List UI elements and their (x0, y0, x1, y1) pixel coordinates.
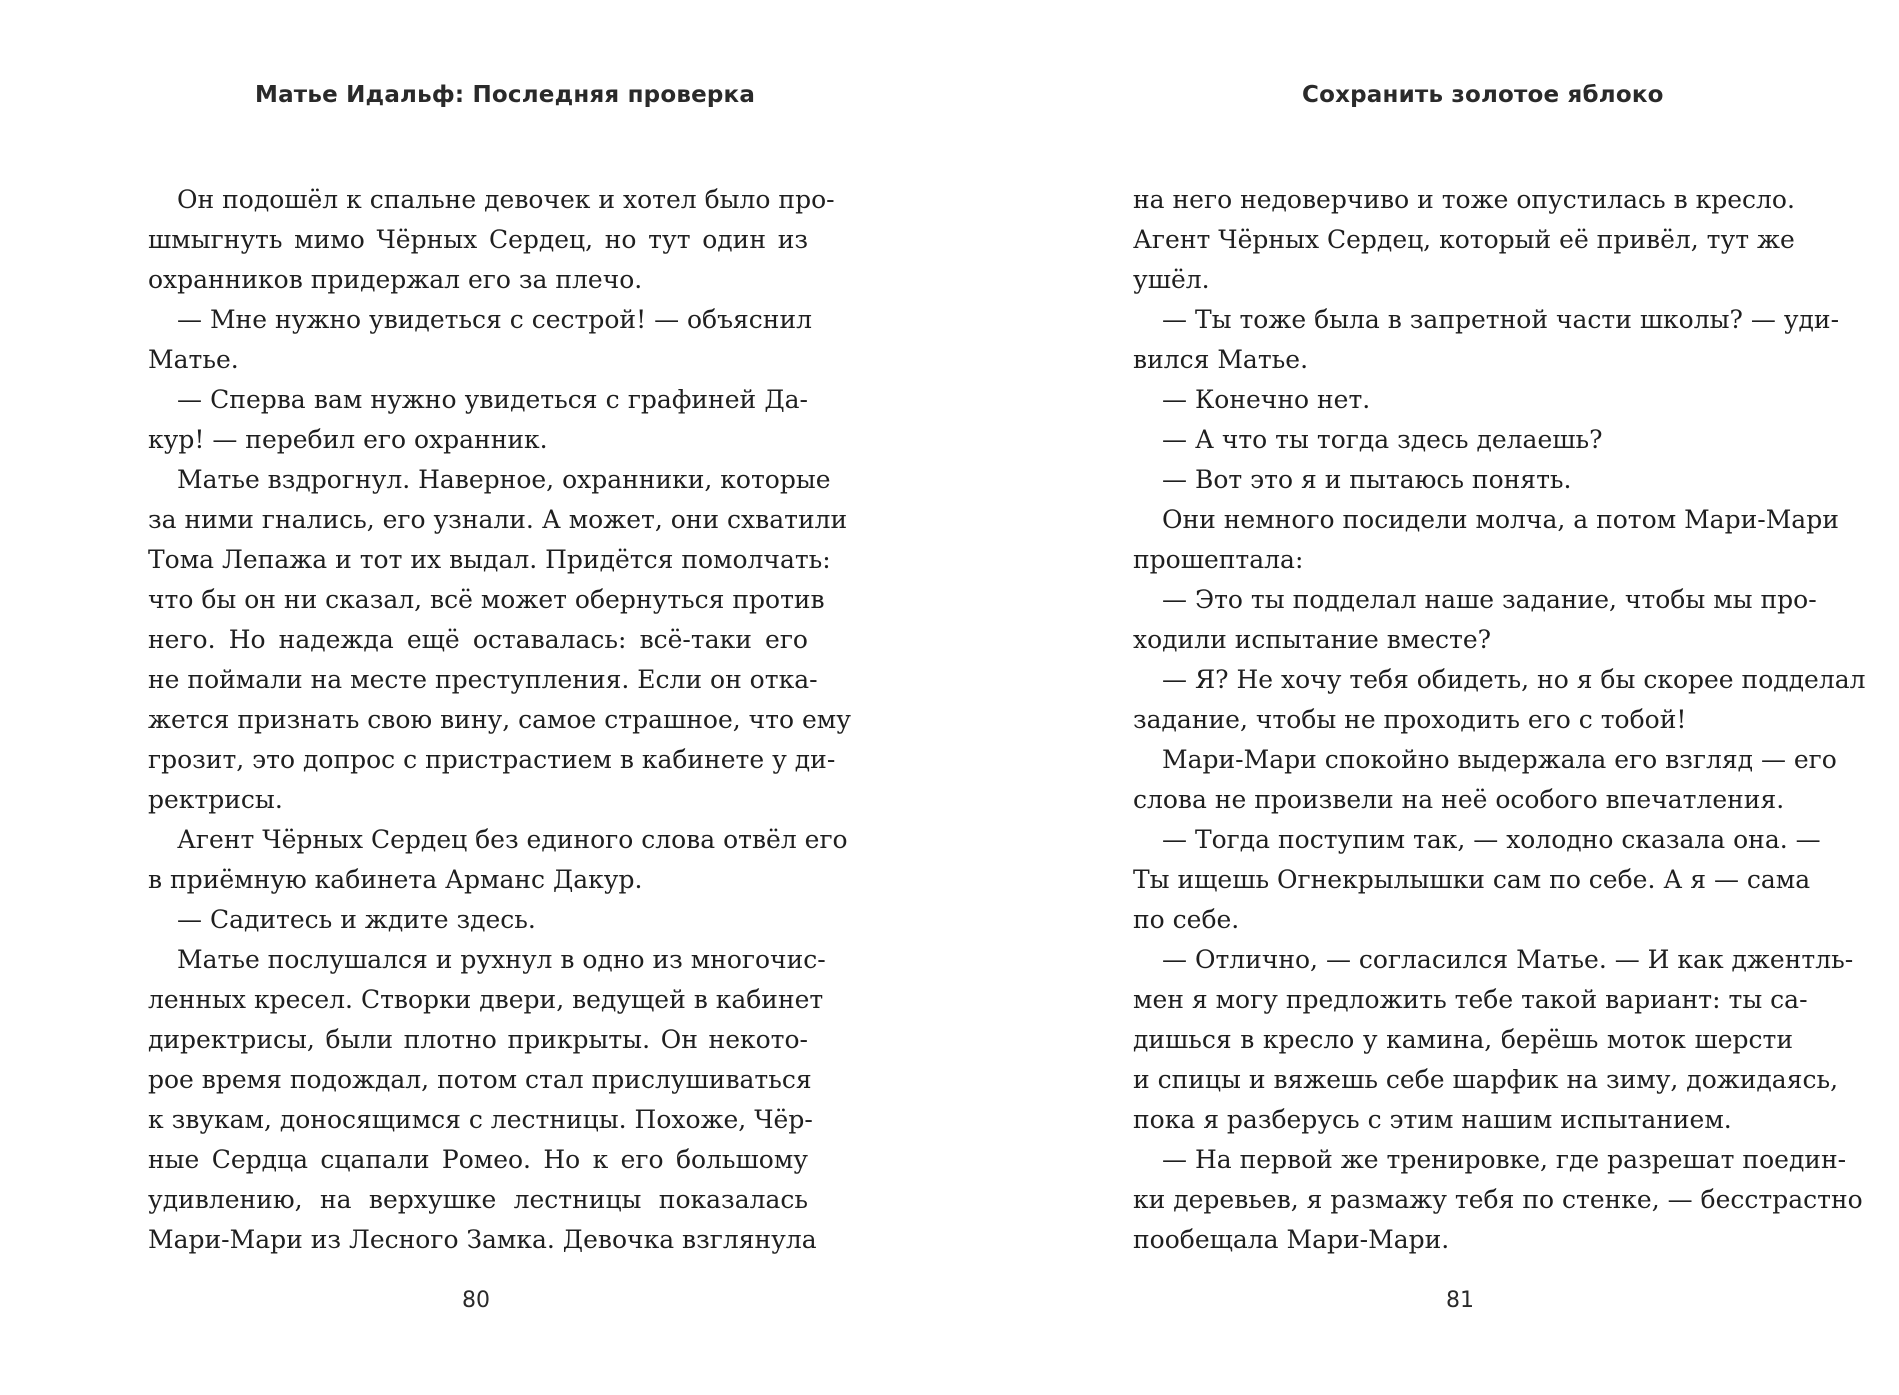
text-line: Агент Чёрных Сердец без единого слова отвёл его (177, 825, 848, 854)
text-line: что бы он ни сказал, всё может обернуться против (148, 585, 825, 614)
text-line: по себе. (1133, 905, 1240, 934)
text-line: Матье. (148, 345, 239, 374)
text-line: не поймали на месте преступления. Если он отка- (148, 665, 818, 694)
page-number-right: 81 (1446, 1288, 1474, 1313)
text-line: слова не произвели на неё особого впечатления. (1133, 785, 1785, 814)
text-line: мен я могу предложить тебе такой вариант: ты са- (1133, 985, 1808, 1014)
text-line: задание, чтобы не проходить его с тобой! (1133, 705, 1687, 734)
text-line: вился Матье. (1133, 345, 1309, 374)
text-line: ки деревьев, я размажу тебя по стенке, — бесстрастно (1133, 1185, 1863, 1214)
text-line: Ты ищешь Огнекрылышки сам по себе. А я — сама (1133, 865, 1811, 894)
text-line: охранников придержал его за плечо. (148, 265, 643, 294)
right-page (950, 0, 1899, 1395)
text-line: жется признать свою вину, самое страшное, что ему (148, 705, 851, 734)
text-line: удивлению, на верхушке лестницы показалась (148, 1185, 808, 1214)
text-line: — Мне нужно увидеться с сестрой! — объяснил (177, 305, 812, 334)
text-line: кур! — перебил его охранник. (148, 425, 548, 454)
text-line: на него недоверчиво и тоже опустилась в кресло. (1133, 185, 1795, 214)
text-line: Тома Лепажа и тот их выдал. Придётся помолчать: (148, 545, 831, 574)
text-line: Матье вздрогнул. Наверное, охранники, которые (177, 465, 831, 494)
text-line: в приёмную кабинета Арманс Дакур. (148, 865, 643, 894)
text-line: — Тогда поступим так, — холодно сказала она. — (1162, 825, 1821, 854)
text-line: за ними гнались, его узнали. А может, они схватили (148, 505, 848, 534)
text-line: — Сперва вам нужно увидеться с графиней Да- (177, 385, 808, 414)
text-line: и спицы и вяжешь себе шарфик на зиму, дожидаясь, (1133, 1065, 1839, 1094)
text-line: ные Сердца сцапали Ромео. Но к его большому (148, 1145, 808, 1174)
text-line: — А что ты тогда здесь делаешь? (1162, 425, 1603, 454)
text-line: Мари-Мари спокойно выдержала его взгляд — его (1162, 745, 1837, 774)
text-line: пообещала Мари-Мари. (1133, 1225, 1450, 1254)
text-line: пока я разберусь с этим нашим испытанием. (1133, 1105, 1732, 1134)
text-line: — Это ты подделал наше задание, чтобы мы про- (1162, 585, 1817, 614)
running-head-right: Сохранить золотое яблоко (1302, 82, 1664, 108)
text-line: к звукам, доносящимся с лестницы. Похоже, Чёр- (148, 1105, 813, 1134)
text-line: Мари-Мари из Лесного Замка. Девочка взглянула (148, 1225, 817, 1254)
body-text-left (148, 180, 851, 1260)
text-line: шмыгнуть мимо Чёрных Сердец, но тут один из (148, 225, 808, 254)
text-line: Агент Чёрных Сердец, который её привёл, тут же (1133, 225, 1795, 254)
text-line: — Отлично, — согласился Матье. — И как джентль- (1162, 945, 1854, 974)
text-line: Они немного посидели молча, а потом Мари-Мари (1162, 505, 1839, 534)
text-line: директрисы, были плотно прикрыты. Он некото- (148, 1025, 808, 1054)
text-line: прошептала: (1133, 545, 1304, 574)
text-line: — Конечно нет. (1162, 385, 1371, 414)
running-head-left: Матье Идальф: Последняя проверка (255, 82, 756, 108)
text-line: ходили испытание вместе? (1133, 625, 1492, 654)
text-line: ленных кресел. Створки двери, ведущей в кабинет (148, 985, 824, 1014)
text-line: рое время подождал, потом стал прислушиваться (148, 1065, 812, 1094)
text-line: — На первой же тренировке, где разрешат поедин- (1162, 1145, 1847, 1174)
text-line: дишься в кресло у камина, берёшь моток шерсти (1133, 1025, 1793, 1054)
text-line: — Вот это я и пытаюсь понять. (1162, 465, 1572, 494)
text-line: — Садитесь и ждите здесь. (177, 905, 536, 934)
text-line: Матье послушался и рухнул в одно из многочис- (177, 945, 826, 974)
text-line: Он подошёл к спальне девочек и хотел было про- (177, 185, 835, 214)
page-number-left: 80 (462, 1288, 490, 1313)
text-line: — Ты тоже была в запретной части школы? — уди- (1162, 305, 1840, 334)
text-line: — Я? Не хочу тебя обидеть, но я бы скорее подделал (1162, 665, 1866, 694)
text-line: него. Но надежда ещё оставалась: всё-таки его (148, 625, 808, 654)
text-line: ушёл. (1133, 265, 1210, 294)
text-line: ректрисы. (148, 785, 283, 814)
body-text-right (1133, 180, 1866, 1260)
text-line: грозит, это допрос с пристрастием в кабинете у ди- (148, 745, 836, 774)
